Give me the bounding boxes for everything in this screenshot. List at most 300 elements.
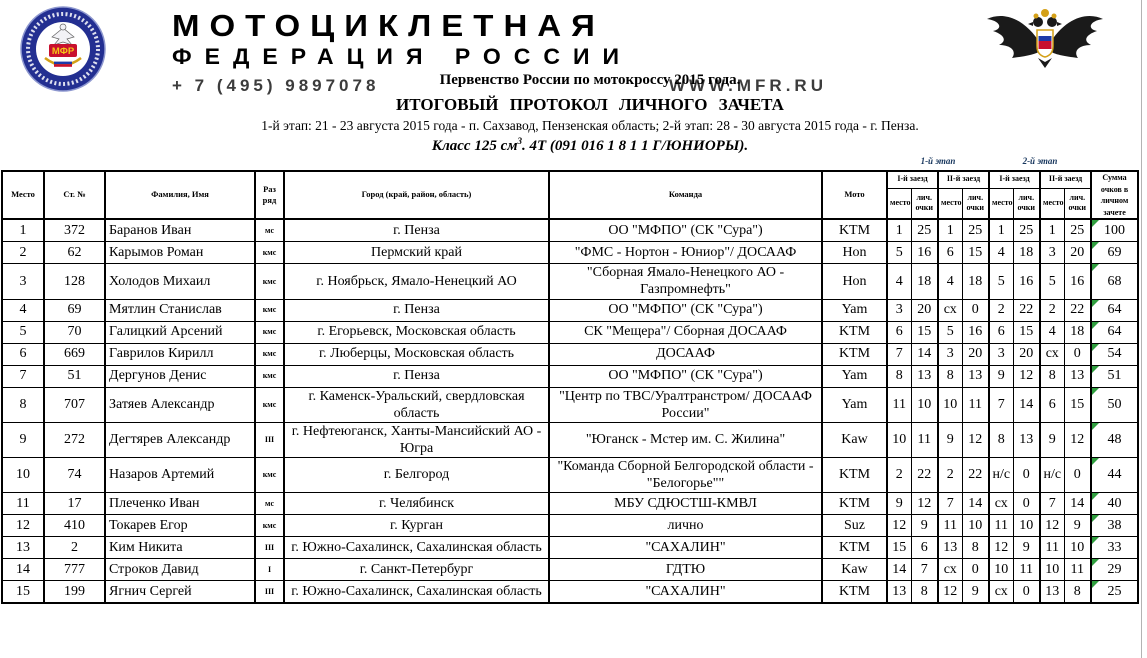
org-name-line2: ФЕДЕРАЦИЯ РОССИИ <box>172 44 633 69</box>
moto-cell: KTM <box>822 343 887 365</box>
total-points-cell <box>1091 422 1138 457</box>
heat1-place-cell: 8 <box>887 365 911 387</box>
start-number-cell: 69 <box>44 299 105 321</box>
heat2-points-cell: 15 <box>962 242 989 264</box>
col-header-team: Команда <box>549 171 822 219</box>
total-points-cell <box>1091 537 1138 559</box>
heat2-points-cell: 18 <box>962 264 989 299</box>
start-number-cell: 777 <box>44 559 105 581</box>
page-boundary-line <box>1141 0 1142 658</box>
rank-cell: мс <box>255 219 284 242</box>
heat3-points-cell: 20 <box>1013 343 1040 365</box>
sub-header-place: место <box>887 188 911 219</box>
rank-cell: кмс <box>255 264 284 299</box>
city-cell: г. Ноябрьск, Ямало-Ненецкий АО <box>284 264 549 299</box>
total-points-value: 25 <box>1107 583 1122 599</box>
total-points-value: 100 <box>1104 223 1126 239</box>
event-title: Первенство России по мотокроссу 2015 года. <box>439 72 741 88</box>
heat3-points-cell: 22 <box>1013 299 1040 321</box>
rider-name-cell: Баранов Иван <box>105 219 255 242</box>
excel-flag-triangle-icon <box>1092 537 1099 544</box>
heat2-points-cell: 9 <box>962 581 989 604</box>
start-number-cell: 372 <box>44 219 105 242</box>
heat3-points-cell: 14 <box>1013 387 1040 422</box>
table-row <box>2 387 1138 422</box>
excel-flag-triangle-icon <box>1092 581 1099 588</box>
heat4-points-cell: 15 <box>1064 387 1091 422</box>
place-cell: 11 <box>2 493 44 515</box>
team-cell: ГДТЮ <box>549 559 822 581</box>
heat2-points-cell: 22 <box>962 457 989 492</box>
team-cell: "САХАЛИН" <box>549 581 822 604</box>
heat4-points-cell: 12 <box>1064 422 1091 457</box>
city-cell: г. Челябинск <box>284 493 549 515</box>
team-cell: МБУ СДЮСТШ-КМВЛ <box>549 493 822 515</box>
stages-line: 1-й этап: 21 - 23 августа 2015 года - п. Сахзавод, Пензенская область; 2-й этап: 28 - 30 августа 2015 года - г. Пенза. <box>261 118 919 133</box>
team-cell: "Сборная Ямало-Ненецкого АО - Газпромнефть" <box>549 264 822 299</box>
excel-flag-triangle-icon <box>1092 559 1099 566</box>
start-number-cell: 669 <box>44 343 105 365</box>
heat1-points-cell: 7 <box>911 559 938 581</box>
heat2-place-cell: 2 <box>938 457 962 492</box>
heat4-points-cell: 16 <box>1064 264 1091 299</box>
moto-cell: Hon <box>822 242 887 264</box>
total-points-value: 54 <box>1107 346 1122 362</box>
moto-cell: Yam <box>822 299 887 321</box>
heat4-points-cell: 11 <box>1064 559 1091 581</box>
city-cell: г. Южно-Сахалинск, Сахалинская область <box>284 581 549 604</box>
heat2-points-cell: 20 <box>962 343 989 365</box>
heat3-place-cell: 3 <box>989 343 1013 365</box>
heat4-points-cell: 0 <box>1064 343 1091 365</box>
excel-flag-triangle-icon <box>1092 242 1099 249</box>
heat4-place-cell: 3 <box>1040 242 1064 264</box>
heat4-points-cell: 0 <box>1064 457 1091 492</box>
class-line: Класс 125 $см^3$. 4Т (091 016 1 8 1 1 Г/ЮНИОРЫ). <box>431 136 749 154</box>
rank-cell: кмс <box>255 299 284 321</box>
table-row <box>2 299 1138 321</box>
results-table <box>1 170 1139 604</box>
total-points-cell <box>1091 343 1138 365</box>
rank-cell: III <box>255 581 284 604</box>
heat1-place-cell: 3 <box>887 299 911 321</box>
heat1-place-cell: 12 <box>887 515 911 537</box>
moto-cell: KTM <box>822 493 887 515</box>
heat2-place-cell: 4 <box>938 264 962 299</box>
total-points-value: 64 <box>1107 324 1122 340</box>
table-header-row-main <box>2 171 1138 188</box>
excel-flag-triangle-icon <box>1092 366 1099 373</box>
city-cell: г. Курган <box>284 515 549 537</box>
excel-flag-triangle-icon <box>1092 264 1099 271</box>
heat3-points-cell: 12 <box>1013 365 1040 387</box>
start-number-cell: 70 <box>44 321 105 343</box>
heat4-points-cell: 10 <box>1064 537 1091 559</box>
total-points-value: 50 <box>1107 397 1122 413</box>
total-points-cell <box>1091 299 1138 321</box>
heat2-points-cell: 16 <box>962 321 989 343</box>
total-points-value: 33 <box>1107 539 1122 555</box>
total-points-cell <box>1091 264 1138 299</box>
heat3-points-cell: 18 <box>1013 242 1040 264</box>
start-number-cell: 272 <box>44 422 105 457</box>
sub-header-points: лич. очки <box>1064 188 1091 219</box>
city-cell: г. Люберцы, Московская область <box>284 343 549 365</box>
heat1-place-cell: 6 <box>887 321 911 343</box>
total-points-cell <box>1091 365 1138 387</box>
col-header-heat4: II-й заезд <box>1040 171 1091 188</box>
svg-text:МФР: МФР <box>51 46 75 57</box>
heat4-points-cell: 20 <box>1064 242 1091 264</box>
heat4-place-cell: 13 <box>1040 581 1064 604</box>
results-body <box>2 219 1138 603</box>
excel-flag-triangle-icon <box>1092 300 1099 307</box>
sub-header-points: лич. очки <box>962 188 989 219</box>
team-cell: "ФМС - Нортон - Юниор"/ ДОСААФ <box>549 242 822 264</box>
table-row <box>2 537 1138 559</box>
heat4-points-cell: 14 <box>1064 493 1091 515</box>
start-number-cell: 707 <box>44 387 105 422</box>
heat3-points-cell: 15 <box>1013 321 1040 343</box>
team-cell: "Юганск - Мстер им. С. Жилина" <box>549 422 822 457</box>
heat3-place-cell: сх <box>989 581 1013 604</box>
heat2-points-cell: 12 <box>962 422 989 457</box>
heat1-place-cell: 9 <box>887 493 911 515</box>
start-number-cell: 62 <box>44 242 105 264</box>
total-points-cell <box>1091 515 1138 537</box>
heat4-points-cell: 25 <box>1064 219 1091 242</box>
heat1-place-cell: 1 <box>887 219 911 242</box>
col-header-start-number: Ст. № <box>44 171 105 219</box>
heat2-points-cell: 10 <box>962 515 989 537</box>
org-name-line1: МОТОЦИКЛЕТНАЯ <box>172 8 605 43</box>
total-points-cell <box>1091 321 1138 343</box>
heat1-place-cell: 15 <box>887 537 911 559</box>
heat4-place-cell: сх <box>1040 343 1064 365</box>
heat2-place-cell: 12 <box>938 581 962 604</box>
heat4-place-cell: 9 <box>1040 422 1064 457</box>
heat4-place-cell: 1 <box>1040 219 1064 242</box>
excel-flag-triangle-icon <box>1092 515 1099 522</box>
rider-name-cell: Карымов Роман <box>105 242 255 264</box>
sub-header-place: место <box>1040 188 1064 219</box>
heat2-points-cell: 0 <box>962 559 989 581</box>
total-points-cell <box>1091 493 1138 515</box>
table-row <box>2 515 1138 537</box>
rank-cell: кмс <box>255 365 284 387</box>
heat1-points-cell: 6 <box>911 537 938 559</box>
heat1-points-cell: 13 <box>911 365 938 387</box>
heat3-points-cell: 25 <box>1013 219 1040 242</box>
sub-header-points: лич. очки <box>1013 188 1040 219</box>
rank-cell: I <box>255 559 284 581</box>
heat2-points-cell: 13 <box>962 365 989 387</box>
rank-cell: кмс <box>255 343 284 365</box>
start-number-cell: 51 <box>44 365 105 387</box>
col-header-total: Сумма очков в личном зачете <box>1091 171 1138 219</box>
rider-name-cell: Мятлин Станислав <box>105 299 255 321</box>
team-cell: СК "Мещера"/ Сборная ДОСААФ <box>549 321 822 343</box>
heat2-points-cell: 25 <box>962 219 989 242</box>
heat2-place-cell: 1 <box>938 219 962 242</box>
heat4-place-cell: 2 <box>1040 299 1064 321</box>
rider-name-cell: Ягнич Сергей <box>105 581 255 604</box>
heat2-points-cell: 8 <box>962 537 989 559</box>
heat3-place-cell: 6 <box>989 321 1013 343</box>
heat2-place-cell: 13 <box>938 537 962 559</box>
heat4-points-cell: 8 <box>1064 581 1091 604</box>
rank-cell: кмс <box>255 321 284 343</box>
sub-header-place: место <box>989 188 1013 219</box>
moto-cell: KTM <box>822 457 887 492</box>
moto-cell: Kaw <box>822 559 887 581</box>
total-points-value: 64 <box>1107 302 1122 318</box>
city-cell: г. Пенза <box>284 299 549 321</box>
place-cell: 3 <box>2 264 44 299</box>
rider-name-cell: Затяев Александр <box>105 387 255 422</box>
sub-header-points: лич. очки <box>911 188 938 219</box>
team-cell: ОО "МФПО" (СК "Сура") <box>549 365 822 387</box>
org-website: WWW.MFR.RU <box>668 76 827 95</box>
total-points-cell <box>1091 581 1138 604</box>
heat3-place-cell: 2 <box>989 299 1013 321</box>
heat4-place-cell: 10 <box>1040 559 1064 581</box>
city-cell: г. Егорьевск, Московская область <box>284 321 549 343</box>
table-row <box>2 457 1138 492</box>
col-header-moto: Мото <box>822 171 887 219</box>
heat1-place-cell: 13 <box>887 581 911 604</box>
team-cell: "САХАЛИН" <box>549 537 822 559</box>
heat3-place-cell: 8 <box>989 422 1013 457</box>
start-number-cell: 17 <box>44 493 105 515</box>
total-points-cell <box>1091 559 1138 581</box>
place-cell: 1 <box>2 219 44 242</box>
city-cell: Пермский край <box>284 242 549 264</box>
team-cell: ДОСААФ <box>549 343 822 365</box>
rider-name-cell: Плеченко Иван <box>105 493 255 515</box>
start-number-cell: 410 <box>44 515 105 537</box>
heat3-place-cell: сх <box>989 493 1013 515</box>
heat3-place-cell: 7 <box>989 387 1013 422</box>
heat1-place-cell: 7 <box>887 343 911 365</box>
col-header-heat1: I-й заезд <box>887 171 938 188</box>
table-row <box>2 422 1138 457</box>
rider-name-cell: Ким Никита <box>105 537 255 559</box>
team-cell: "Команда Сборной Белгородской области - "Белогорье"" <box>549 457 822 492</box>
moto-cell: Suz <box>822 515 887 537</box>
heat1-points-cell: 8 <box>911 581 938 604</box>
place-cell: 8 <box>2 387 44 422</box>
heat3-place-cell: 11 <box>989 515 1013 537</box>
moto-cell: KTM <box>822 321 887 343</box>
place-cell: 12 <box>2 515 44 537</box>
heat4-place-cell: 8 <box>1040 365 1064 387</box>
heat3-points-cell: 13 <box>1013 422 1040 457</box>
heat3-place-cell: 4 <box>989 242 1013 264</box>
col-header-city: Город (край, район, область) <box>284 171 549 219</box>
heat2-place-cell: сх <box>938 559 962 581</box>
heat1-points-cell: 22 <box>911 457 938 492</box>
start-number-cell: 128 <box>44 264 105 299</box>
col-header-heat3: I-й заезд <box>989 171 1040 188</box>
heat1-place-cell: 10 <box>887 422 911 457</box>
heat2-place-cell: 7 <box>938 493 962 515</box>
heat2-place-cell: 5 <box>938 321 962 343</box>
col-header-name: Фамилия, Имя <box>105 171 255 219</box>
excel-flag-triangle-icon <box>1092 322 1099 329</box>
heat4-place-cell: 5 <box>1040 264 1064 299</box>
heat3-points-cell: 11 <box>1013 559 1040 581</box>
moto-cell: KTM <box>822 537 887 559</box>
total-points-value: 51 <box>1107 368 1122 384</box>
city-cell: г. Санкт-Петербург <box>284 559 549 581</box>
heat3-points-cell: 10 <box>1013 515 1040 537</box>
total-points-value: 29 <box>1107 561 1122 577</box>
heat2-place-cell: сх <box>938 299 962 321</box>
heat1-points-cell: 25 <box>911 219 938 242</box>
start-number-cell: 199 <box>44 581 105 604</box>
excel-flag-triangle-icon <box>1092 458 1099 465</box>
heat3-points-cell: 0 <box>1013 457 1040 492</box>
heat3-place-cell: н/с <box>989 457 1013 492</box>
city-cell: г. Пенза <box>284 365 549 387</box>
heat2-points-cell: 11 <box>962 387 989 422</box>
heat4-place-cell: 6 <box>1040 387 1064 422</box>
heat4-place-cell: н/с <box>1040 457 1064 492</box>
excel-flag-triangle-icon <box>1092 423 1099 430</box>
col-header-rank: Раз ряд <box>255 171 284 219</box>
place-cell: 4 <box>2 299 44 321</box>
heat3-place-cell: 10 <box>989 559 1013 581</box>
city-cell: г. Южно-Сахалинск, Сахалинская область <box>284 537 549 559</box>
excel-flag-triangle-icon <box>1092 220 1099 227</box>
heat3-place-cell: 12 <box>989 537 1013 559</box>
table-row <box>2 219 1138 242</box>
heat1-place-cell: 2 <box>887 457 911 492</box>
heat2-place-cell: 8 <box>938 365 962 387</box>
heat1-points-cell: 15 <box>911 321 938 343</box>
heat4-place-cell: 7 <box>1040 493 1064 515</box>
total-points-value: 38 <box>1107 517 1122 533</box>
start-number-cell: 2 <box>44 537 105 559</box>
rider-name-cell: Токарев Егор <box>105 515 255 537</box>
moto-cell: Kaw <box>822 422 887 457</box>
city-cell: г. Нефтеюганск, Ханты-Мансийский АО - Югра <box>284 422 549 457</box>
table-row <box>2 493 1138 515</box>
heat1-place-cell: 4 <box>887 264 911 299</box>
total-points-cell <box>1091 457 1138 492</box>
excel-flag-triangle-icon <box>1092 493 1099 500</box>
stage-2-label: 2-й этап <box>1022 156 1058 166</box>
protocol-title: ИТОГОВЫЙ ПРОТОКОЛ ЛИЧНОГО ЗАЧЕТА <box>396 95 784 114</box>
heat2-place-cell: 10 <box>938 387 962 422</box>
place-cell: 2 <box>2 242 44 264</box>
total-points-value: 44 <box>1107 467 1122 483</box>
place-cell: 5 <box>2 321 44 343</box>
place-cell: 14 <box>2 559 44 581</box>
table-row <box>2 321 1138 343</box>
total-points-value: 40 <box>1107 495 1122 511</box>
heat1-points-cell: 14 <box>911 343 938 365</box>
heat3-place-cell: 9 <box>989 365 1013 387</box>
heat1-place-cell: 5 <box>887 242 911 264</box>
rider-name-cell: Дергунов Денис <box>105 365 255 387</box>
table-row <box>2 559 1138 581</box>
heat1-points-cell: 18 <box>911 264 938 299</box>
table-row <box>2 343 1138 365</box>
total-points-value: 48 <box>1107 432 1122 448</box>
rank-cell: III <box>255 537 284 559</box>
heat2-place-cell: 9 <box>938 422 962 457</box>
place-cell: 7 <box>2 365 44 387</box>
rider-name-cell: Назаров Артемий <box>105 457 255 492</box>
heat2-points-cell: 0 <box>962 299 989 321</box>
total-points-cell <box>1091 387 1138 422</box>
rider-name-cell: Холодов Михаил <box>105 264 255 299</box>
rider-name-cell: Гаврилов Кирилл <box>105 343 255 365</box>
heat4-points-cell: 18 <box>1064 321 1091 343</box>
total-points-value: 69 <box>1107 245 1122 261</box>
table-row <box>2 242 1138 264</box>
table-row <box>2 264 1138 299</box>
city-cell: г. Пенза <box>284 219 549 242</box>
heat3-place-cell: 5 <box>989 264 1013 299</box>
total-points-cell <box>1091 219 1138 242</box>
heat4-place-cell: 4 <box>1040 321 1064 343</box>
rider-name-cell: Галицкий Арсений <box>105 321 255 343</box>
rank-cell: III <box>255 422 284 457</box>
document-titles <box>10 72 1147 155</box>
rider-name-cell: Строков Давид <box>105 559 255 581</box>
city-cell: г. Белгород <box>284 457 549 492</box>
rank-cell: кмс <box>255 242 284 264</box>
heat4-points-cell: 22 <box>1064 299 1091 321</box>
heat4-points-cell: 13 <box>1064 365 1091 387</box>
heat1-points-cell: 11 <box>911 422 938 457</box>
heat1-points-cell: 9 <box>911 515 938 537</box>
moto-cell: Yam <box>822 387 887 422</box>
rider-name-cell: Дегтярев Александр <box>105 422 255 457</box>
heat1-place-cell: 14 <box>887 559 911 581</box>
team-cell: лично <box>549 515 822 537</box>
heat3-place-cell: 1 <box>989 219 1013 242</box>
rank-cell: кмс <box>255 387 284 422</box>
team-cell: ОО "МФПО" (СК "Сура") <box>549 219 822 242</box>
city-cell: г. Каменск-Уральский, свердловская область <box>284 387 549 422</box>
heat2-points-cell: 14 <box>962 493 989 515</box>
place-cell: 9 <box>2 422 44 457</box>
table-row <box>2 581 1138 604</box>
rank-cell: кмс <box>255 457 284 492</box>
heat2-place-cell: 6 <box>938 242 962 264</box>
place-cell: 13 <box>2 537 44 559</box>
rank-cell: кмс <box>255 515 284 537</box>
heat1-points-cell: 12 <box>911 493 938 515</box>
heat3-points-cell: 0 <box>1013 581 1040 604</box>
excel-flag-triangle-icon <box>1092 388 1099 395</box>
team-cell: ОО "МФПО" (СК "Сура") <box>549 299 822 321</box>
rank-cell: мс <box>255 493 284 515</box>
total-points-value: 68 <box>1107 273 1122 289</box>
heat1-points-cell: 10 <box>911 387 938 422</box>
heat3-points-cell: 16 <box>1013 264 1040 299</box>
org-phone: + 7 (495) 9897078 <box>172 76 380 95</box>
moto-cell: KTM <box>822 219 887 242</box>
heat3-points-cell: 9 <box>1013 537 1040 559</box>
total-points-cell <box>1091 242 1138 264</box>
heat2-place-cell: 11 <box>938 515 962 537</box>
sub-header-place: место <box>938 188 962 219</box>
